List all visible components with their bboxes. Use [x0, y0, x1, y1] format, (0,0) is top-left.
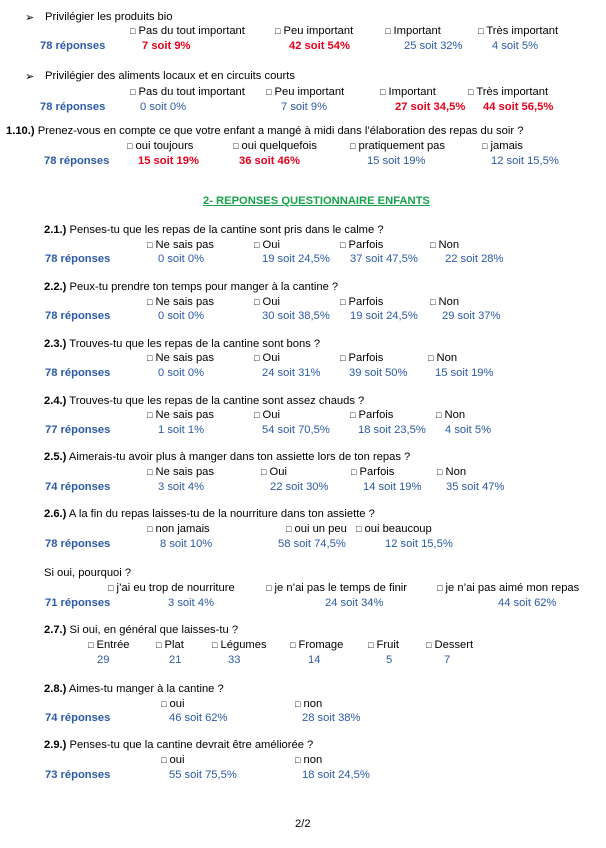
option: □ Très important: [478, 25, 559, 37]
answer-value: 25 soit 32%: [404, 40, 463, 52]
option: □ je n’ai pas le temps de finir: [266, 582, 407, 594]
answer-value: 15 soit 19%: [138, 155, 199, 167]
answer-value: 54 soit 70,5%: [262, 424, 330, 436]
section-title: 2- REPONSES QUESTIONNAIRE ENFANTS: [203, 195, 430, 207]
answer-value: 0 soit 0%: [158, 310, 205, 322]
option: □ Pas du tout important: [130, 86, 245, 98]
question-title: 2.3.) Trouves-tu que les repas de la cantine sont bons ?: [44, 338, 321, 350]
option: □ Parfois: [340, 239, 384, 251]
option: □ oui un peu: [286, 523, 347, 535]
bullet-icon: ➢: [25, 71, 35, 83]
answer-value: 29 soit 37%: [442, 310, 501, 322]
response-count: 74 réponses: [45, 712, 111, 724]
option: □ Parfois: [350, 409, 394, 421]
response-count: 71 réponses: [45, 597, 111, 609]
option: □ Oui: [254, 352, 280, 364]
question-title: 2.7.) Si oui, en général que laisses-tu ?: [44, 624, 239, 636]
answer-value: 12 soit 15,5%: [491, 155, 559, 167]
bullet-icon: ➢: [25, 12, 35, 24]
response-count: 73 réponses: [45, 769, 111, 781]
answer-value: 0 soit 0%: [158, 367, 205, 379]
question-title: 2.4.) Trouves-tu que les repas de la cantine sont assez chauds ?: [44, 395, 365, 407]
answer-value: 37 soit 47,5%: [350, 253, 418, 265]
option: □ Ne sais pas: [147, 239, 214, 251]
answer-value: 44 soit 56,5%: [483, 101, 554, 113]
answer-value: 21: [169, 654, 182, 666]
answer-value: 27 soit 34,5%: [395, 101, 466, 113]
option: □ oui: [161, 698, 185, 710]
response-count: 78 réponses: [45, 310, 111, 322]
answer-value: 18 soit 23,5%: [358, 424, 426, 436]
answer-value: 55 soit 75,5%: [169, 769, 237, 781]
answer-value: 8 soit 10%: [160, 538, 213, 550]
option: □ Pas du tout important: [130, 25, 245, 37]
option: □ Dessert: [426, 639, 474, 651]
option: □ Peu important: [266, 86, 345, 98]
question-title: 2.1.) Penses-tu que les repas de la cantine sont pris dans le calme ?: [44, 224, 384, 236]
option: □ Entrée: [88, 639, 130, 651]
option: □ Fromage: [290, 639, 344, 651]
option: □ pratiquement pas: [350, 140, 445, 152]
answer-value: 7: [444, 654, 451, 666]
answer-value: 15 soit 19%: [435, 367, 494, 379]
answer-value: 24 soit 34%: [325, 597, 384, 609]
option: □ Non: [430, 296, 460, 308]
option: □ Non: [437, 466, 467, 478]
answer-value: 4 soit 5%: [492, 40, 539, 52]
answer-value: 4 soit 5%: [445, 424, 492, 436]
question-title: Privilégier les produits bio: [45, 11, 173, 23]
answer-value: 7 soit 9%: [281, 101, 328, 113]
option: □ Ne sais pas: [147, 466, 214, 478]
response-count: 78 réponses: [45, 538, 111, 550]
option: □ Peu important: [275, 25, 354, 37]
answer-value: 3 soit 4%: [158, 481, 205, 493]
answer-value: 19 soit 24,5%: [262, 253, 330, 265]
answer-value: 36 soit 46%: [239, 155, 300, 167]
option: □ oui quelquefois: [233, 140, 317, 152]
answer-value: 24 soit 31%: [262, 367, 321, 379]
answer-value: 19 soit 24,5%: [350, 310, 418, 322]
option: □ non jamais: [147, 523, 210, 535]
response-count: 78 réponses: [45, 253, 111, 265]
response-count: 74 réponses: [45, 481, 111, 493]
response-count: 78 réponses: [40, 40, 106, 52]
option: □ Non: [428, 352, 458, 364]
option: □ Oui: [254, 409, 280, 421]
answer-value: 12 soit 15,5%: [385, 538, 453, 550]
answer-value: 58 soit 74,5%: [278, 538, 346, 550]
answer-value: 5: [386, 654, 393, 666]
option: □ Important: [380, 86, 436, 98]
option: □ je n’ai pas aimé mon repas: [437, 582, 580, 594]
answer-value: 15 soit 19%: [367, 155, 426, 167]
answer-value: 0 soit 0%: [140, 101, 187, 113]
answer-value: 35 soit 47%: [446, 481, 505, 493]
question-title: 2.5.) Aimerais-tu avoir plus à manger dans ton assiette lors de ton repas ?: [44, 451, 411, 463]
question-title: 2.6.) A la fin du repas laisses-tu de la nourriture dans ton assiette ?: [44, 508, 375, 520]
option: □ Ne sais pas: [147, 296, 214, 308]
answer-value: 30 soit 38,5%: [262, 310, 330, 322]
question-title: 2.2.) Peux-tu prendre ton temps pour manger à la cantine ?: [44, 281, 339, 293]
option: □ j’ai eu trop de nourriture: [108, 582, 235, 594]
option: □ oui beaucoup: [356, 523, 432, 535]
option: □ Oui: [261, 466, 287, 478]
answer-value: 7 soit 9%: [142, 40, 191, 52]
question-title: Privilégier des aliments locaux et en circuits courts: [45, 70, 295, 82]
option: □ Légumes: [212, 639, 267, 651]
option: □ oui toujours: [127, 140, 194, 152]
page-number: 2/2: [295, 818, 311, 830]
question-title: Si oui, pourquoi ?: [44, 567, 132, 579]
option: □ non: [295, 754, 323, 766]
answer-value: 44 soit 62%: [498, 597, 557, 609]
option: □ non: [295, 698, 323, 710]
response-count: 77 réponses: [45, 424, 111, 436]
answer-value: 46 soit 62%: [169, 712, 228, 724]
option: □ Plat: [156, 639, 184, 651]
question-title: 1.10.) Prenez-vous en compte ce que votre enfant a mangé à midi dans l’élaboration des repas du soir ?: [6, 125, 524, 137]
answer-value: 18 soit 24,5%: [302, 769, 370, 781]
answer-value: 39 soit 50%: [349, 367, 408, 379]
question-title: 2.9.) Penses-tu que la cantine devrait être améliorée ?: [44, 739, 314, 751]
answer-value: 0 soit 0%: [158, 253, 205, 265]
option: □ jamais: [482, 140, 523, 152]
option: □ Important: [385, 25, 441, 37]
option: □ Oui: [254, 296, 280, 308]
option: □ Parfois: [351, 466, 395, 478]
answer-value: 14 soit 19%: [363, 481, 422, 493]
answer-value: 33: [228, 654, 241, 666]
answer-value: 28 soit 38%: [302, 712, 361, 724]
answer-value: 22 soit 28%: [445, 253, 504, 265]
answer-value: 42 soit 54%: [289, 40, 350, 52]
option: □ Parfois: [340, 352, 384, 364]
answer-value: 22 soit 30%: [270, 481, 329, 493]
option: □ Ne sais pas: [147, 409, 214, 421]
option: □ Oui: [254, 239, 280, 251]
option: □ oui: [161, 754, 185, 766]
option: □ Non: [436, 409, 466, 421]
response-count: 78 réponses: [40, 101, 106, 113]
option: □ Fruit: [368, 639, 399, 651]
answer-value: 3 soit 4%: [168, 597, 215, 609]
response-count: 78 réponses: [45, 367, 111, 379]
answer-value: 1 soit 1%: [158, 424, 205, 436]
option: □ Non: [430, 239, 460, 251]
option: □ Parfois: [340, 296, 384, 308]
answer-value: 29: [97, 654, 110, 666]
answer-value: 14: [308, 654, 321, 666]
option: □ Très important: [468, 86, 549, 98]
question-title: 2.8.) Aimes-tu manger à la cantine ?: [44, 683, 224, 695]
response-count: 78 réponses: [44, 155, 110, 167]
option: □ Ne sais pas: [147, 352, 214, 364]
